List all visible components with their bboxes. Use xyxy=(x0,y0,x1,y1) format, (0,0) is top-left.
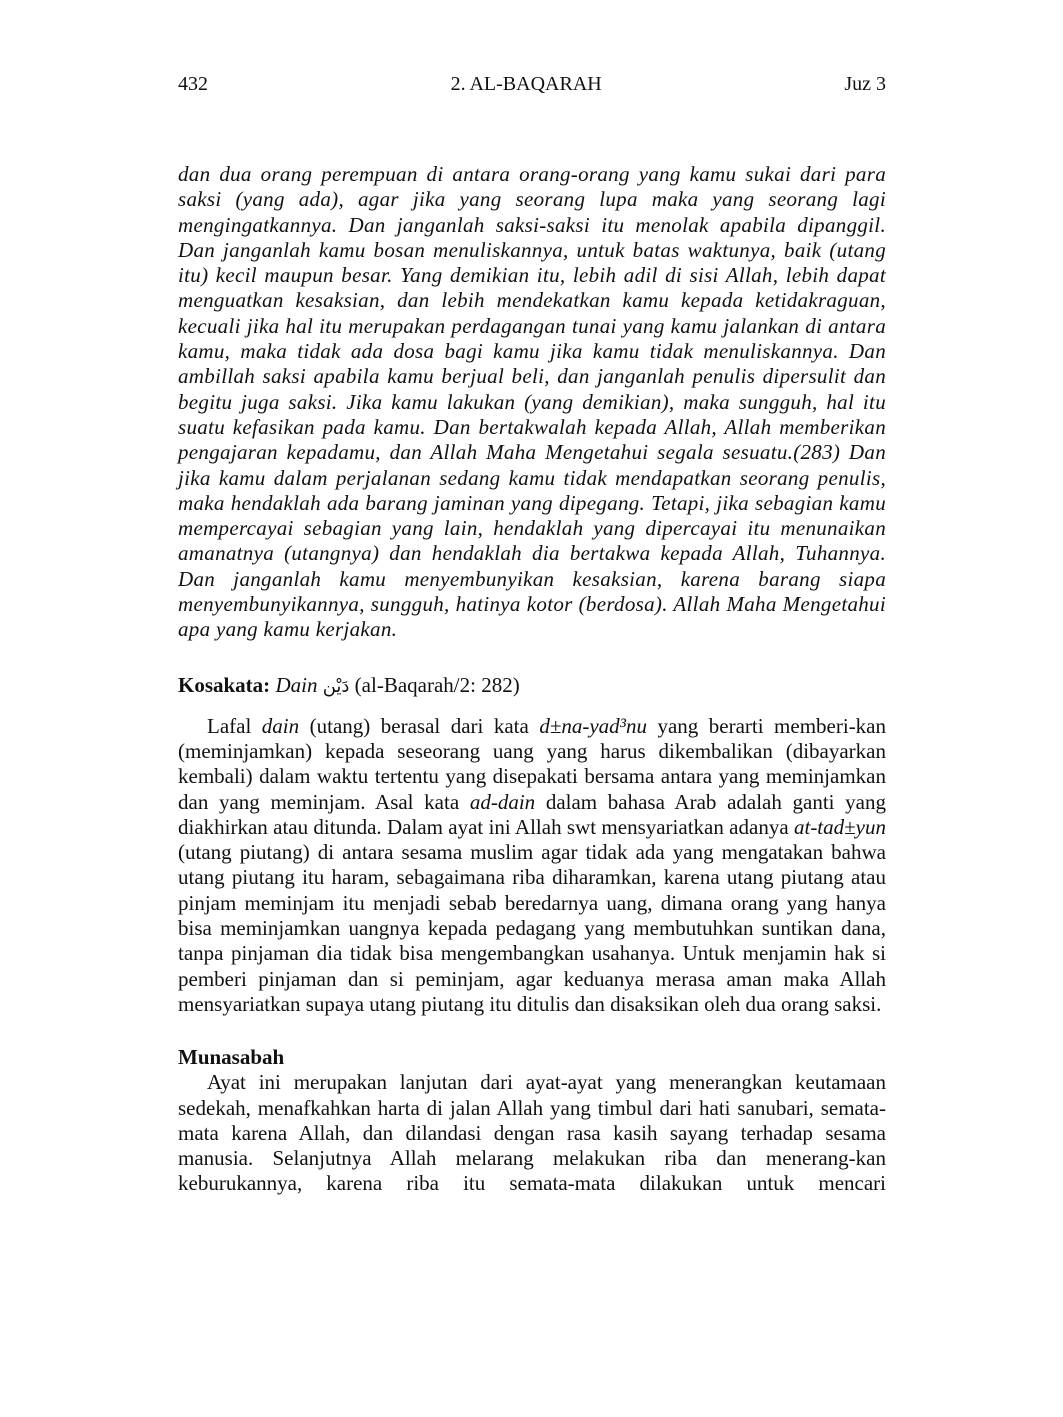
munasabah-paragraph: Ayat ini merupakan lanjutan dari ayat-ayat yang menerangkan keutamaan sedekah, menafkahkan harta di jalan Allah yang timbul dari hati sanubari, semata-mata karena Allah, dan dilandasi dengan rasa kasih sayang terhadap sesama manusia. Selanjutnya Allah melarang melakukan riba dan menerang-kan keburukannya, karena riba itu semata-mata dilakukan untuk mencari xyxy=(178,1070,886,1196)
surah-title: 2. AL-BAQARAH xyxy=(450,73,602,95)
italic-term: at-tad±yun xyxy=(793,814,886,839)
italic-term: d±na-yad³nu xyxy=(539,713,647,738)
text-run: (utang) berasal dari kata xyxy=(299,713,540,738)
text-run: yang berarti memberi-kan (meminjamkan) kepada seseorang uang yang harus dikembalikan (dibayarkan kembali) dalam waktu tertentu yang disepakati bersama antara yang meminjamkan dan yang meminjam. Asal kata xyxy=(178,713,887,814)
italic-term: ad-dain xyxy=(469,789,536,814)
italic-term: dain xyxy=(261,713,300,738)
running-header xyxy=(178,72,886,96)
book-page xyxy=(178,72,886,1197)
kosakata-term: Dain xyxy=(275,672,318,697)
kosakata-heading xyxy=(178,672,886,700)
verse-translation: dan dua orang perempuan di antara orang-orang yang kamu sukai dari para saksi (yang ada), agar jika yang seorang lupa maka yang seorang lagi mengingatkannya. Dan janganlah saksi-saksi itu menolak apabila dipanggil. Dan janganlah kamu bosan menuliskannya, untuk batas waktunya, baik (utang itu) kecil maupun besar. Yang demikian itu, lebih adil di sisi Allah, lebih dapat menguatkan kesaksian, dan lebih mendekatkan kamu kepada ketidakraguan, kecuali jika hal itu merupakan perdagangan tunai yang kamu jalankan di antara kamu, maka tidak ada dosa bagi kamu jika kamu tidak menuliskannya. Dan ambillah saksi apabila kamu berjual beli, dan janganlah penulis dipersulit dan begitu juga saksi. Jika kamu lakukan (yang demikian), maka sungguh, hal itu suatu kefasikan pada kamu. Dan bertakwalah kepada Allah, Allah memberikan pengajaran kepadamu, dan Allah Maha Mengetahui segala sesuatu.(283) Dan jika kamu dalam perjalanan sedang kamu tidak mendapatkan seorang penulis, maka hendaklah ada barang jaminan yang dipegang. Tetapi, jika sebagian kamu mempercayai sebagian yang lain, hendaklah yang dipercayai itu menunaikan amanatnya (utangnya) dan hendaklah dia bertakwa kepada Allah, Tuhannya. Dan janganlah kamu menyembunyikan kesaksian, karena barang siapa menyembunyikannya, sungguh, hatinya kotor (berdosa). Allah Maha Mengetahui apa yang kamu kerjakan. xyxy=(178,162,886,642)
kosakata-arabic: دَيْن xyxy=(322,675,350,697)
text-run: dalam bahasa Arab adalah ganti yang diakhirkan atau ditunda. Dalam ayat ini Allah swt mensyariatkan adanya xyxy=(178,789,886,839)
juz-label: Juz 3 xyxy=(844,73,886,95)
munasabah-heading: Munasabah xyxy=(178,1045,285,1070)
kosakata-paragraph xyxy=(178,714,886,1018)
text-run: Lafal xyxy=(207,713,262,738)
kosakata-reference: (al-Baqarah/2: 282) xyxy=(354,672,520,697)
kosakata-label: Kosakata: xyxy=(178,672,271,697)
text-run: (utang piutang) di antara sesama muslim agar tidak ada yang mengatakan bahwa utang piutang itu haram, sebagaimana riba diharamkan, karena utang piutang atau pinjam meminjam itu menjadi sebab beredarnya uang, dimana orang yang hanya bisa meminjamkan uangnya kepada pedagang yang membutuhkan suntikan dana, tanpa pinjaman dia tidak bisa mengembangkan usahanya. Untuk menjamin hak si pemberi pinjaman dan si peminjam, agar keduanya merasa aman maka Allah mensyariatkan supaya utang piutang itu ditulis dan disaksikan oleh dua orang saksi. xyxy=(178,840,886,1016)
page-number: 432 xyxy=(178,73,208,95)
